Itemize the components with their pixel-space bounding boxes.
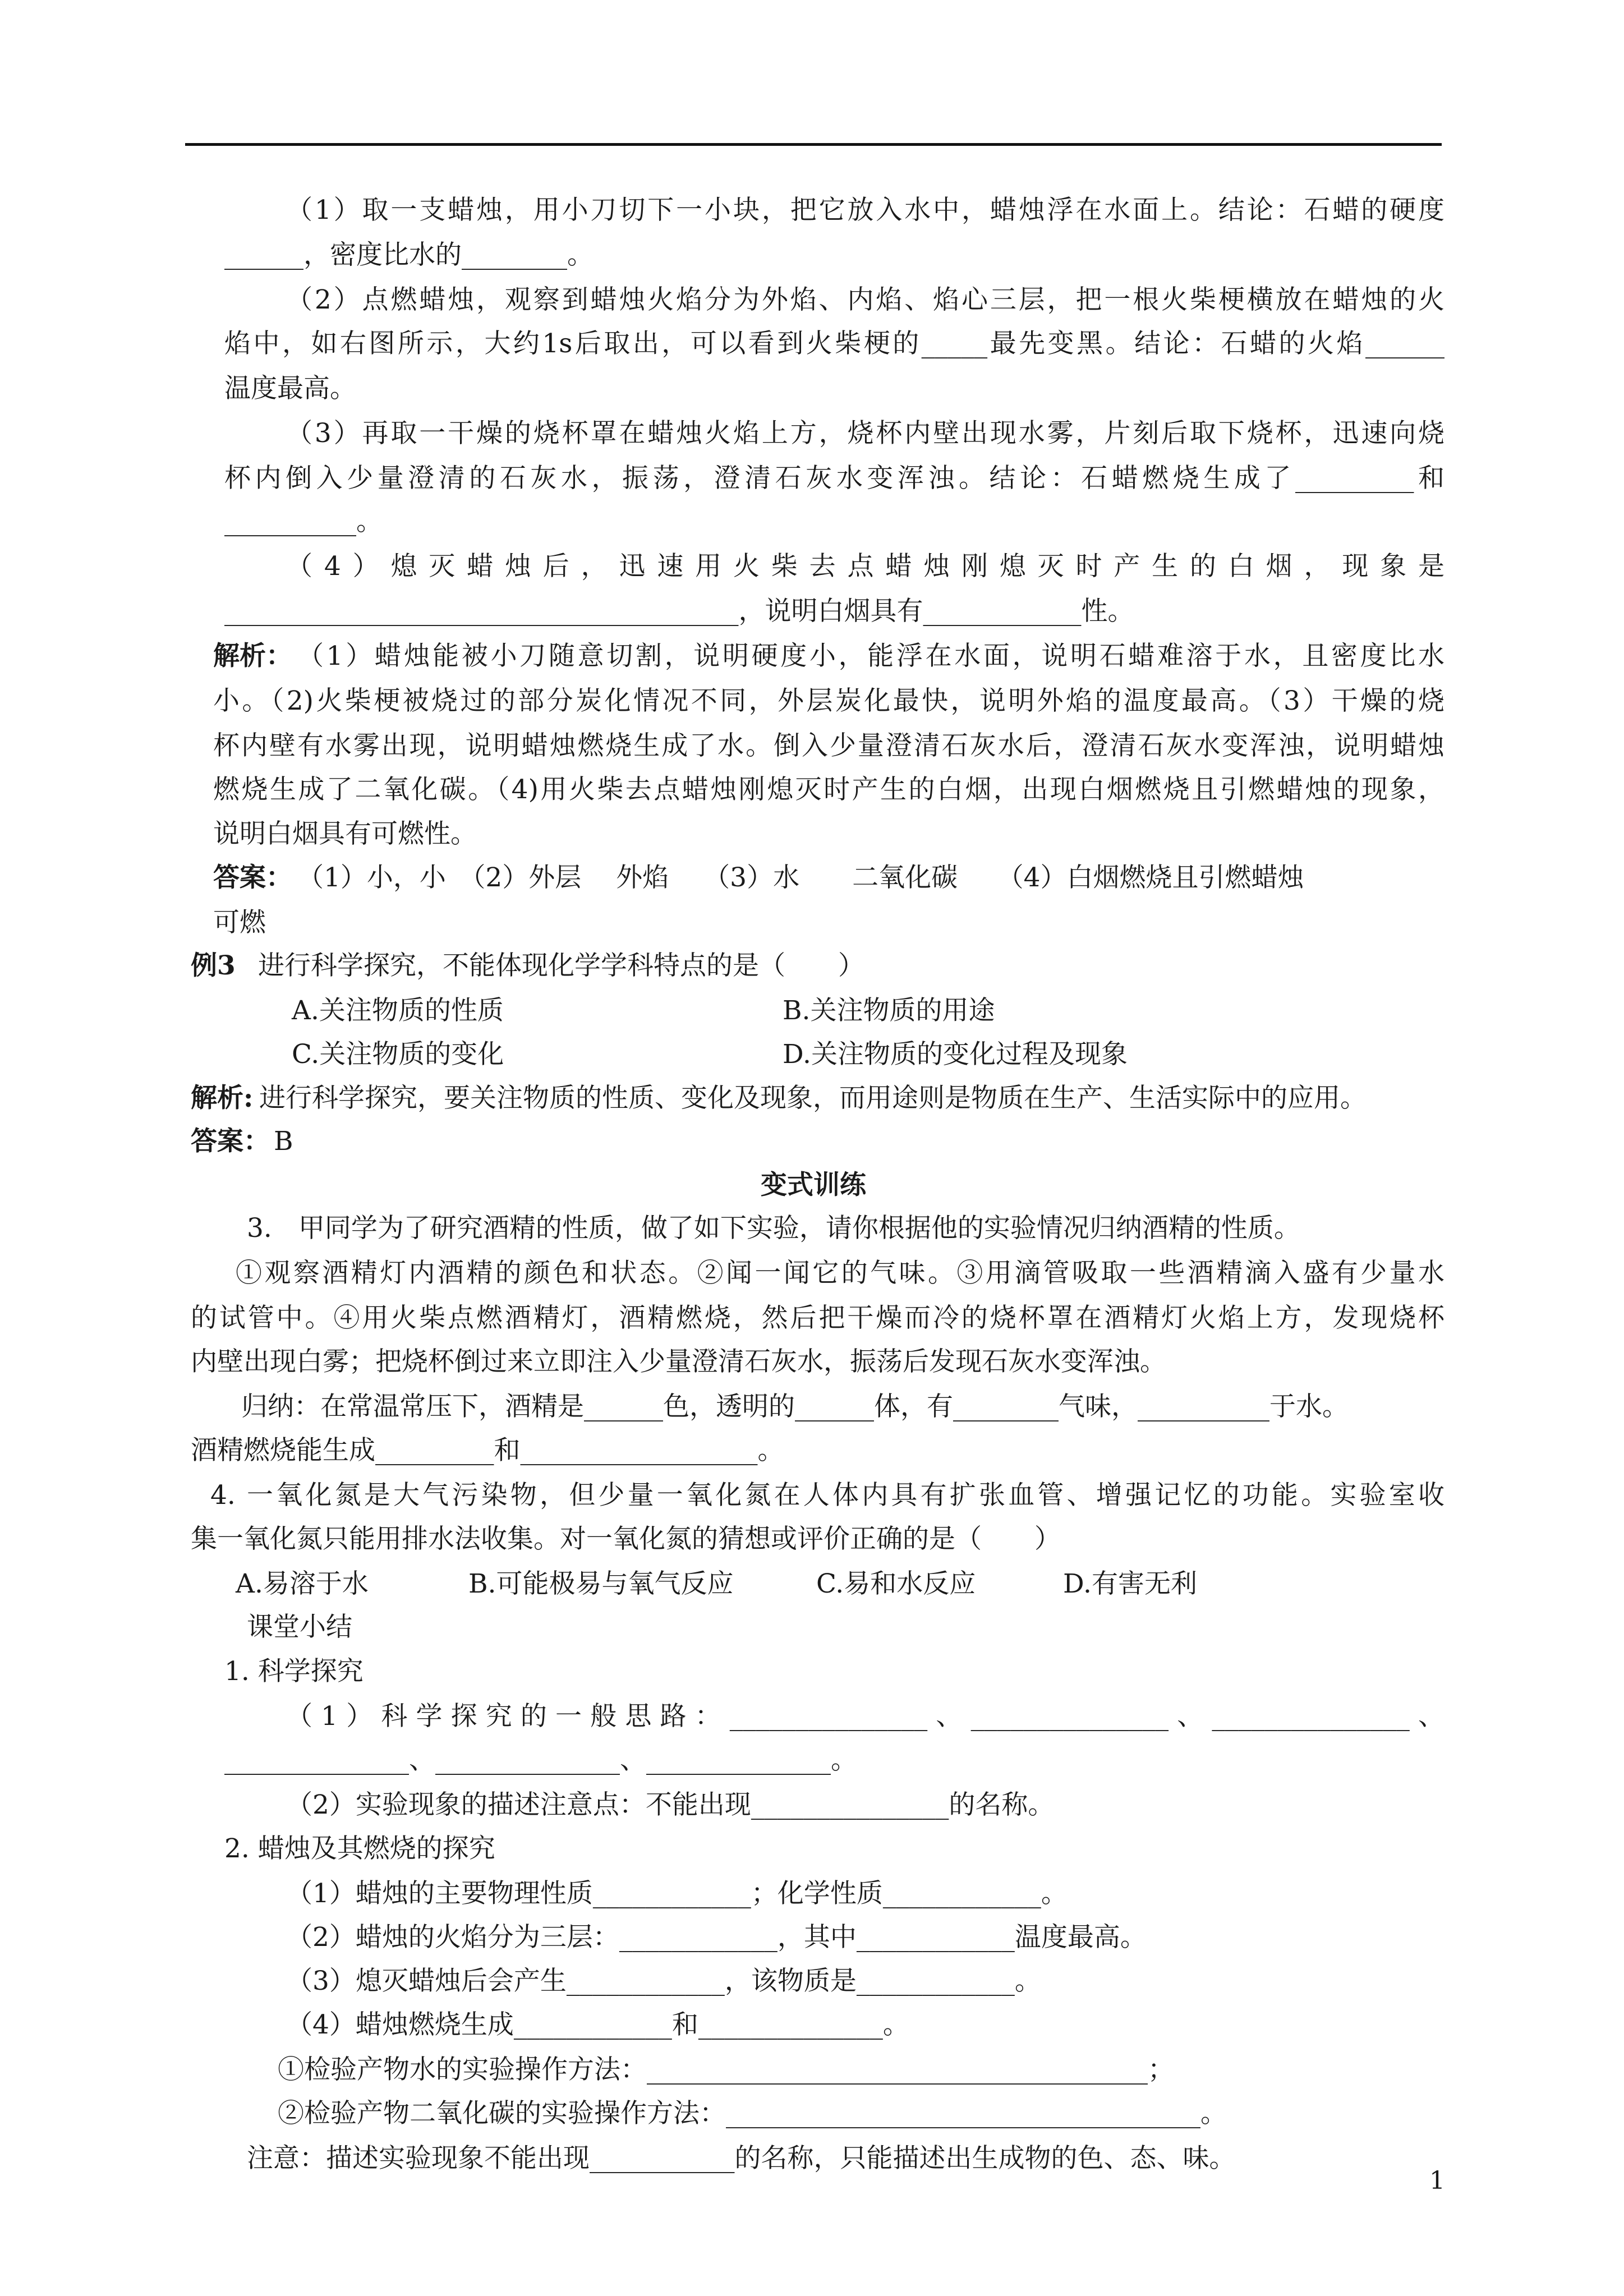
summary-s1-line2: ______________、______________、______________。 <box>224 1745 857 1775</box>
analysis-label: 解析： <box>213 641 292 671</box>
answer-label: 答案： <box>213 862 292 893</box>
example3-option-b: B.关注物质的用途 <box>783 995 995 1026</box>
header-rule <box>185 143 1442 146</box>
q2-line2: 焰中，如右图所示，大约1s后取出，可以看到火柴梗的_____最先变黑。结论：石蜡的火焰______ <box>224 328 1444 359</box>
variant-q4-option-a: A.易溶于水 <box>236 1568 369 1599</box>
analysis-line1: （1）蜡烛能被小刀随意切割，说明硬度小，能浮在水面，说明石蜡难溶于水，且密度比水 <box>297 641 1444 671</box>
analysis-line3: 杯内壁有水雾出现，说明蜡烛燃烧生成了水。倒入少量澄清石灰水后，澄清石灰水变浑浊，说明蜡烛 <box>213 730 1444 761</box>
analysis-line5: 说明白烟具有可燃性。 <box>213 818 477 849</box>
example3-answer-label: 答案： <box>191 1126 270 1157</box>
example3-analysis: 进行科学探究，要关注物质的性质、变化及现象，而用途则是物质在生产、生活实际中的应用。 <box>259 1083 1367 1114</box>
summary-note: 注意：描述实验现象不能出现___________的名称，只能描述出生成物的色、态、味。 <box>247 2143 1236 2174</box>
q4-line2: _______________________________________，说明白烟具有____________性。 <box>224 596 1134 627</box>
q4-line1: （4）熄灭蜡烛后，迅速用火柴去点蜡烛刚熄灭时产生的白烟，现象是 <box>286 551 1444 582</box>
example3-question: 进行科学探究，不能体现化学学科特点的是（ ） <box>258 950 864 981</box>
summary-s1-line1: （1）科学探究的一般思路：_______________、_______________、_______________、 <box>286 1701 1444 1732</box>
variant-q3-line3: 的试管中。④用火柴点燃酒精灯，酒精燃烧，然后把干燥而冷的烧杯罩在酒精灯火焰上方，发现烧杯 <box>191 1303 1444 1333</box>
variant-q3-line2: ①观察酒精灯内酒精的颜色和状态。②闻一闻它的气味。③用滴管吸取一些酒精滴入盛有少量水 <box>236 1258 1444 1289</box>
q1-line1: （1）取一支蜡烛，用小刀切下一小块，把它放入水中，蜡烛浮在水面上。结论：石蜡的硬度 <box>286 195 1444 226</box>
answer-line1: （1）小，小 （2）外层 外焰 （3）水 二氧化碳 （4）白烟燃烧且引燃蜡烛 <box>297 862 1304 893</box>
q2-line1: （2）点燃蜡烛，观察到蜡烛火焰分为外焰、内焰、焰心三层，把一根火柴梗横放在蜡烛的火 <box>286 284 1444 315</box>
page-number: 1 <box>1429 2166 1445 2195</box>
variant-q4-option-c: C.易和水反应 <box>816 1568 976 1599</box>
answer-line2: 可燃 <box>213 907 266 938</box>
summary-s2-line6: ②检验产物二氧化碳的实验操作方法：____________________________________。 <box>278 2098 1227 2129</box>
q3-line2: 杯内倒入少量澄清的石灰水，振荡，澄清石灰水变浑浊。结论：石蜡燃烧生成了_________和 <box>224 463 1444 494</box>
variant-heading: 变式训练 <box>761 1170 866 1200</box>
variant-q4-option-d: D.有害无利 <box>1063 1568 1197 1599</box>
analysis-line2: 小。（2)火柴梗被烧过的部分炭化情况不同，外层炭化最快，说明外焰的温度最高。（3）干燥的烧 <box>213 685 1444 716</box>
example3-option-a: A.关注物质的性质 <box>292 995 504 1026</box>
q3-line1: （3）再取一干燥的烧杯罩在蜡烛火焰上方，烧杯内壁出现水雾，片刻后取下烧杯，迅速向烧 <box>286 418 1444 449</box>
example3-analysis-label: 解析: <box>191 1083 254 1114</box>
summary-heading: 课堂小结 <box>247 1612 352 1642</box>
variant-q3-line6: 酒精燃烧能生成_________和__________________。 <box>191 1435 784 1466</box>
example3-answer: B <box>274 1126 293 1157</box>
variant-q3-line4: 内壁出现白雾；把烧杯倒过来立即注入少量澄清石灰水，振荡后发现石灰水变浑浊。 <box>191 1346 1166 1377</box>
summary-section1-title: 1. 科学探究 <box>224 1656 364 1687</box>
summary-s2-line4: （4）蜡烛燃烧生成____________和______________。 <box>286 2009 909 2040</box>
example3-label: 例3 <box>191 950 236 981</box>
summary-s2-line5: ①检验产物水的实验操作方法：______________________________________； <box>278 2054 1174 2085</box>
example3-option-c: C.关注物质的变化 <box>292 1039 504 1070</box>
summary-s2-line3: （3）熄灭蜡烛后会产生____________，该物质是____________。 <box>286 1966 1041 1996</box>
variant-q3-line1: 3. 甲同学为了研究酒精的性质，做了如下实验，请你根据他的实验情况归纳酒精的性质。 <box>247 1213 1300 1244</box>
summary-s2-line1: （1）蜡烛的主要物理性质____________；化学性质____________。 <box>286 1878 1068 1909</box>
variant-q4-line1: 4. 一氧化氮是大气污染物，但少量一氧化氮在人体内具有扩张血管、增强记忆的功能。实验室收 <box>210 1480 1444 1511</box>
variant-q3-line5: 归纳：在常温常压下，酒精是______色，透明的______体，有________气味，__________于水。 <box>241 1391 1349 1422</box>
variant-q4-line2: 集一氧化氮只能用排水法收集。对一氧化氮的猜想或评价正确的是（ ） <box>191 1524 1061 1554</box>
q3-line3: __________。 <box>224 506 383 537</box>
summary-section2-title: 2. 蜡烛及其燃烧的探究 <box>224 1833 495 1864</box>
q2-line3: 温度最高。 <box>224 373 356 404</box>
q1-line2: ______，密度比水的________。 <box>224 240 594 270</box>
summary-s1-line3: （2）实验现象的描述注意点：不能出现_______________的名称。 <box>286 1789 1055 1820</box>
variant-q4-option-b: B.可能极易与氧气反应 <box>468 1568 734 1599</box>
analysis-line4: 燃烧生成了二氧化碳。（4)用火柴去点蜡烛刚熄灭时产生的白烟，出现白烟燃烧且引燃蜡烛的现象， <box>213 774 1444 805</box>
example3-option-d: D.关注物质的变化过程及现象 <box>783 1039 1128 1070</box>
summary-s2-line2: （2）蜡烛的火焰分为三层：____________，其中____________温度最高。 <box>286 1922 1147 1953</box>
